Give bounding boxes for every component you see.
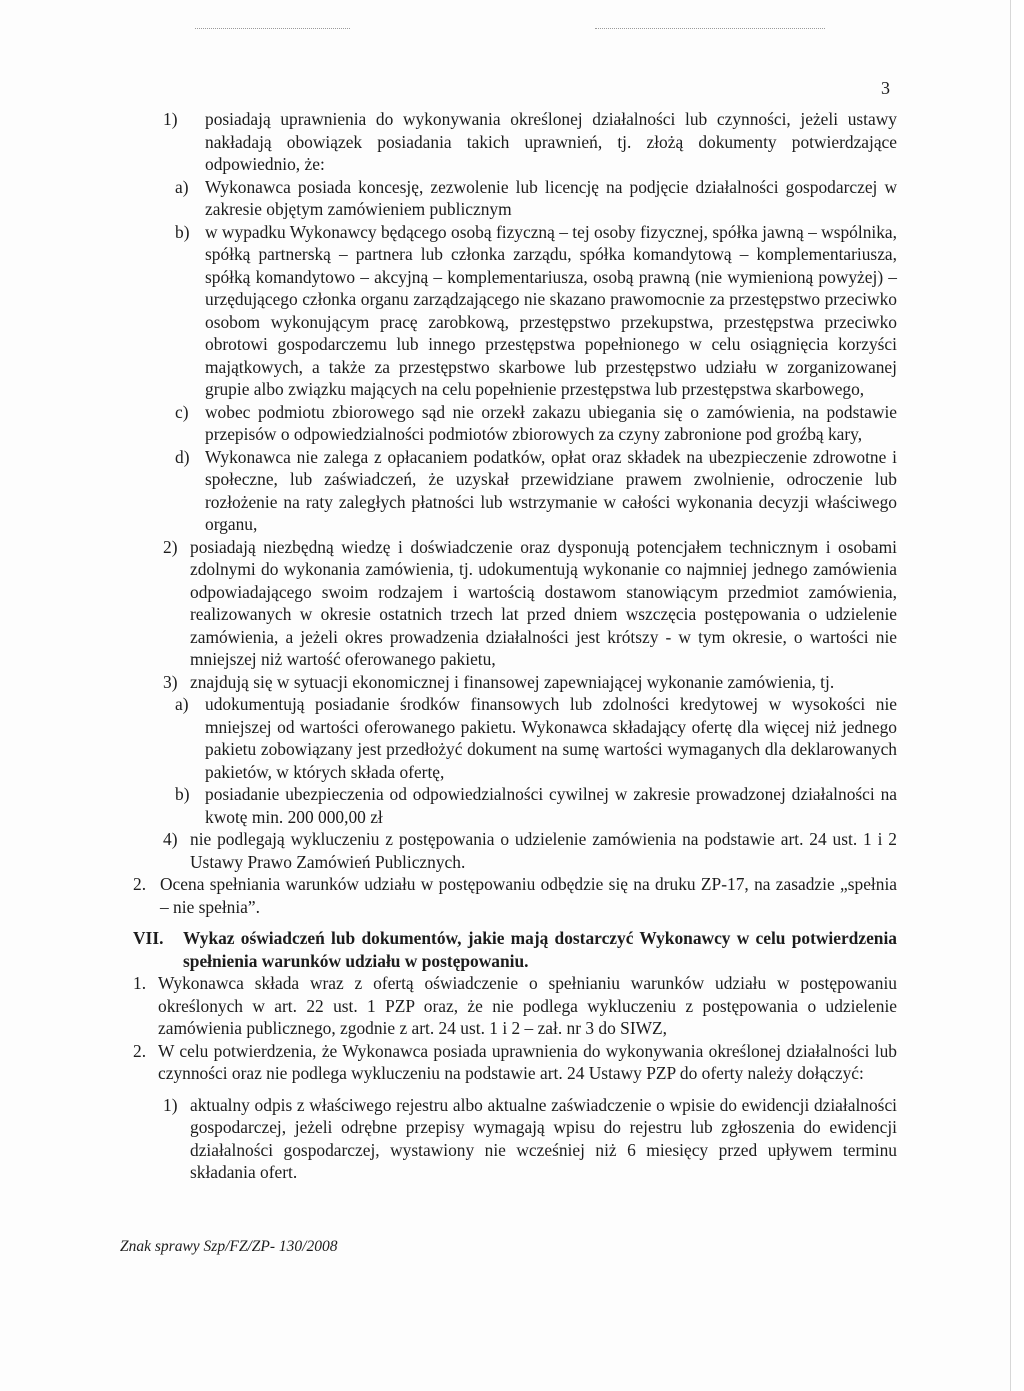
section-vii-sub-item-1	[0, 1094, 1010, 1184]
item-text: Ocena spełniania warunków udziału w postępowaniu odbędzie się na druku ZP-17, na zasadzie „spełnia – nie spełnia”.	[160, 874, 897, 917]
item-text: wobec podmiotu zbiorowego sąd nie orzekł zakazu ubiegania się o zamówienia, na podstawie przepisów o odpowiedzialności podmiotów zbiorowych za czyny zabronione pod groźbą kary,	[205, 401, 897, 444]
item-text: W celu potwierdzenia, że Wykonawca posiada uprawnienia do wykonywania określonej działalności lub czynności oraz nie podlega wykluczeniu na podstawie art. 24 Ustawy PZP do oferty należy dołączyć:	[158, 1040, 897, 1083]
item-text: w wypadku Wykonawcy będącego osobą fizyczną – tej osoby fizycznej, spółka jawną – wspólnika, spółką partnerską – partnera lub członka zarządu, spółka komandytową – komplementariusza, spółką komandytowo – akcyjną – komplementariusza, osobą prawną (nie wymienioną powyżej) – urzędującego członka organu zarządzającego nie skazano prawomocnie za przestępstwo przeciwko osobom wykonującym pracę zarobkową, przestępstwo przekupstwa, przestępstwa przeciwko obrotowi gospodarczemu lub innego przestępstwa popełnionego w celu osiągnięcia korzyści majątkowych, a także za przestępstwo skarbowe lub przestępstwo udziału w zorganizowanej grupie albo związku mających na celu popełnienie przestępstwa lub przestępstwa skarbowego,	[205, 221, 897, 399]
scan-artifact	[195, 28, 350, 29]
sub-item-a	[0, 176, 1010, 221]
item-number: 3)	[163, 671, 178, 692]
item-text: posiadają niezbędną wiedzę i doświadczenie oraz dysponują potencjałem technicznym i osobami zdolnymi do wykonania zamówienia, tj. udokumentują wykonanie co najmniej jednego zamówienia odpowiadającego swoim rodzajem i wartością dostawom stanowiącym przedmiot zamówienia, realizowanych w okresie ostatnich trzech lat przed dniem wszczęcia postępowania o udzielenie zamówienia, a jeżeli okres prowadzenia działalności jest krótszy - w tym okresie, o wartości nie mniejszej niż wartość oferowanego pakietu,	[190, 536, 897, 669]
item-number: 2.	[133, 874, 147, 894]
sub-item-b	[0, 221, 1010, 401]
item-number: 1.	[133, 973, 147, 993]
item-text: aktualny odpis z właściwego rejestru albo aktualne zaświadczenie o wpisie do ewidencji działalności gospodarczej, jeżeli odrębne przepisy wymagają wpisu do rejestru lub zgłoszenia do ewidencji działalności gospodarczej, wystawiony nie wcześniej niż 6 miesięcy przed upływem terminu składania ofert.	[190, 1094, 897, 1182]
item-text: Wykonawca składa wraz z ofertą oświadczenie o spełnianiu warunków udziału w postępowaniu określonych w art. 22 ust. 1 PZP oraz, że nie podlega wykluczeniu z postępowania o udzielenie zamówienia publicznego, zgodnie z art. 24 ust. 1 i 2 – zał. nr 3 do SIWZ,	[158, 973, 897, 1038]
sub-item-d	[0, 446, 1010, 536]
item-text: posiadają uprawnienia do wykonywania określonej działalności lub czynności, jeżeli ustawy nakładają obowiązek posiadania takich uprawnień, tj. złożą dokumenty potwierdzające odpowiednio, że:	[205, 109, 897, 174]
item-number: 2)	[163, 536, 178, 557]
document-body	[0, 108, 1010, 1184]
scan-artifact	[595, 28, 825, 29]
item-text: nie podlegają wykluczeniu z postępowania o udzielenie zamówienia na podstawie art. 24 ust. 1 i 2 Ustawy Prawo Zamówień Publicznych.	[190, 829, 897, 872]
item-number: c)	[175, 401, 189, 422]
item-text: znajdują się w sytuacji ekonomicznej i finansowej zapewniającej wykonanie zamówienia, tj.	[190, 671, 835, 692]
page-number: 3	[881, 78, 890, 98]
item-number: 2.	[133, 1040, 147, 1061]
item-number: 1)	[163, 1094, 178, 1115]
item-number: d)	[175, 446, 190, 467]
item-text: udokumentują posiadanie środków finansowych lub zdolności kredytowej w wysokości nie mniejszej od wartości oferowanego pakietu. Wykonawca składający ofertę dla więcej niż jednego pakietu zobowiązany jest przedłożyć dokument na sumę wartości wymaganych dla deklarowanych pakietów, w których składa ofertę,	[205, 694, 897, 782]
section-title: Wykaz oświadczeń lub dokumentów, jakie mają dostarczyć Wykonawcy w celu potwierdzenia spełnienia warunków udziału w postępowaniu.	[183, 928, 897, 971]
sub-item-c	[0, 401, 1010, 446]
item-number: a)	[175, 176, 189, 197]
case-reference: Znak sprawy Szp/FZ/ZP- 130/2008	[120, 1238, 338, 1255]
section-point-2	[0, 873, 1010, 918]
item-number: 1)	[163, 109, 178, 129]
item-number: a)	[175, 694, 189, 714]
list-item-1	[0, 108, 1010, 176]
item-text: Wykonawca nie zalega z opłacaniem podatków, opłat oraz składek na ubezpieczenie zdrowotne i społeczne, lub zaświadczeń, że uzyskał przewidziane prawem zwolnienie, odroczenie lub rozłożenie na raty zaległych płatności lub wstrzymanie w całości wykonania decyzji właściwego organu,	[205, 446, 897, 534]
section-number: VII.	[133, 928, 164, 948]
item-text: Wykonawca posiada koncesję, zezwolenie lub licencję na podjęcie działalności gospodarczej w zakresie objętym zamówieniem publicznym	[205, 176, 897, 219]
sub-item-3b	[0, 783, 1010, 828]
list-item-4	[0, 828, 1010, 873]
section-heading-vii	[0, 927, 1010, 972]
list-item-2	[0, 536, 1010, 671]
item-number: b)	[175, 784, 190, 804]
section-vii-point-2	[0, 1040, 1010, 1085]
item-number: b)	[175, 221, 190, 242]
section-vii-point-1	[0, 972, 1010, 1040]
sub-item-3a	[0, 693, 1010, 783]
item-text: posiadanie ubezpieczenia od odpowiedzialności cywilnej w zakresie prowadzonej działalności na kwotę min. 200 000,00 zł	[205, 784, 897, 827]
item-number: 4)	[163, 829, 178, 849]
list-item-3	[0, 671, 1010, 694]
